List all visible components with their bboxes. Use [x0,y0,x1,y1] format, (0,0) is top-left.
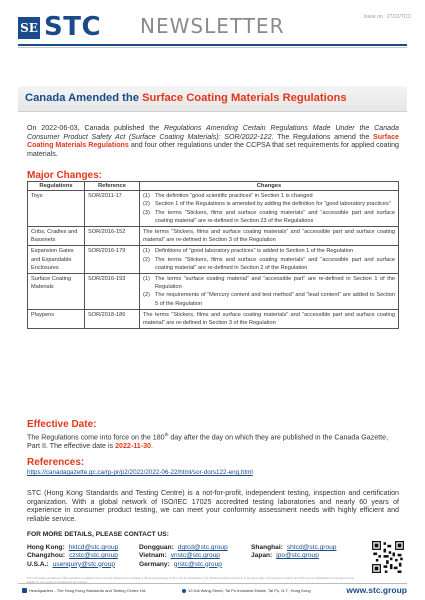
contact-email-link[interactable]: grstc@stc.group [173,560,222,568]
change-number: (3) [143,209,150,216]
reference-cell: SOR/2011-17 [85,191,140,227]
article-title-banner [18,86,407,112]
table-row [28,274,399,310]
contact-row [27,552,367,560]
footer-divider [18,583,407,584]
regulation-cell: Cribs, Cradles and Bassinets [28,227,85,246]
contact-entry [139,561,251,569]
intro-text: . The Regulations amend the [271,132,373,141]
change-item [143,247,395,255]
intro-highlight: Surface Coating Materials Regulations [27,132,399,150]
change-text: The terms “Stickers, films and surface coating materials” and “accessible part and surface coating material” are re-defined in Section 3 of the Regulation [143,311,395,327]
effective-text: The Regulations come into force on the 180 [27,433,165,442]
table-row [28,246,399,274]
contact-entry [27,561,139,569]
regulation-cell: Toys [28,191,85,227]
change-text: The terms “Stickers, films and surface coating materials” and “accessible part and surface coating material” are re-defined in Section 23 of the Regulations [155,209,395,224]
table-row [28,227,399,246]
footer-address-text: 10 Dai Wang Street, Tai Po Industrial Estate, Tai Po, N.T., Hong Kong [188,588,311,593]
column-header-regulations: Regulations [28,182,85,191]
column-header-reference: Reference [85,182,140,191]
reference-cell: SOR/2016-193 [85,274,140,310]
header-divider [18,44,407,46]
change-number: (1) [143,248,150,255]
change-item [143,200,395,208]
footer-hq-text: Headquarters - The Hong Kong Standards and Testing Centre Ltd. [29,588,147,593]
contact-location: Germany: [139,560,170,568]
change-item [143,291,395,307]
article-title-highlight: Surface Coating Materials Regulations [142,92,347,104]
change-item [143,209,395,225]
change-text: The terms “Stickers, films and surface coating materials” and “accessible part and surface coating material” are re-defined in Section 2 of the Regulation [155,256,395,271]
footer-hq [22,588,146,593]
change-item [143,192,395,200]
website-link[interactable]: www.stc.group [346,585,407,595]
change-number: (2) [143,256,150,263]
change-text: Section 1 of the Regulations is amended by adding the definition for “good laboratory practices” [155,201,391,208]
about-stc-paragraph: STC (Hong Kong Standards and Testing Centre) is a not-for-profit, independent testing, inspection and certification organization. With a global network of ISO/IEC 17025 accredited testing laboratories and nearly 60 years of experience in consumer product testing, we can meet your conformity assessment needs with highly efficient and reliable service. [27,489,399,523]
major-changes-heading: Major Changes: [27,170,103,181]
contact-email-link[interactable]: czstc@stc.group [69,552,118,560]
change-number: (2) [143,292,150,299]
column-header-changes: Changes [140,182,399,191]
article-title-prefix: Canada Amended the [25,92,143,104]
table-row [28,191,399,227]
contact-location: Hong Kong: [27,544,65,551]
contact-list [27,544,367,569]
regulation-cell: Surface Coating Materials [28,274,85,310]
change-text: The terms “surface coating material” and “accessible part” are re-defined in Section 1 of the Regulation [155,276,395,291]
contact-entry [27,544,139,552]
changes-cell [140,191,399,227]
change-item [143,256,395,272]
changes-cell [140,246,399,274]
contact-row [27,544,367,552]
change-item [143,275,395,291]
contact-heading: FOR MORE DETAILS, PLEASE CONTACT US: [27,531,169,538]
intro-text: and four other regulations under the CCPSA that set requirements for applied coating materials. [27,141,399,158]
intro-text: On 2022-06-03, Canada published the [27,124,164,132]
article-title [25,92,347,104]
footer-address [182,588,311,593]
contact-location: Vietnam: [139,552,167,560]
change-text: The definition “good scientific practices” in Section 1 is changed [155,193,313,200]
page-footer [22,586,407,596]
contact-entry [251,544,367,552]
contact-location: U.S.A.: [27,560,49,568]
intro-paragraph [27,124,399,158]
change-text: The terms “Stickers, films and surface coating materials” and “accessible part and surface coating material” are re-defined in Section 3 of the Regulation [143,229,395,244]
contact-email-link[interactable]: hktcd@stc.group [68,544,119,551]
reference-cell: SOR/2016-179 [85,246,140,274]
change-number: (1) [143,276,150,283]
changes-table [27,181,399,329]
contact-location: Shanghai: [251,544,283,551]
contact-entry [139,544,251,552]
change-text: The requirements of “Mercury content and test method” and “lead content” are added to Section 5 of the Regulation [155,292,395,307]
change-item [143,228,395,244]
contact-entry [27,552,139,560]
change-number: (1) [143,193,150,200]
contact-email-link[interactable]: vnstc@stc.group [170,552,220,560]
regulation-cell: Expansion Gates and Expandable Enclosures [28,246,85,274]
effective-superscript: th [164,432,169,437]
contact-location: Dongguan: [139,544,174,551]
changes-cell [140,274,399,310]
qr-code-icon [372,541,404,573]
contact-location: Changzhou: [27,552,66,560]
location-pin-icon [182,589,186,593]
effective-text: . [150,441,153,450]
regulation-cell: Playpens [28,309,85,328]
change-number: (2) [143,201,150,208]
issue-number: Issue no.: 27/22/TCD [363,14,411,20]
changes-cell [140,309,399,328]
contact-email-link[interactable]: usenquiry@stc.group [52,560,116,568]
reference-cell: SOR/2016-152 [85,227,140,246]
changes-table-body [28,191,399,329]
effective-text: day after the day on which they are published in the Canada Gazette, Part II. The effective date is [27,433,389,450]
contact-entry [139,552,251,560]
change-text: Definitions of “good laboratory practices” is added to Section 1 of the Regulation [155,248,354,255]
building-icon [22,588,27,593]
contact-email-link[interactable]: jpo@stc.group [276,552,319,560]
header-divider-thin [18,47,407,48]
effective-date-value: 2022-11-30 [115,441,151,450]
table-row [28,309,399,328]
changes-cell [140,227,399,246]
contact-row [27,561,367,569]
effective-date-paragraph [27,431,399,451]
references-heading: References: [27,457,85,468]
stc-logo-text: STC [44,12,102,42]
contact-email-link[interactable]: dgtcd@stc.group [177,544,228,551]
contact-location: Japan: [251,552,273,560]
stc-logo-icon: SE [18,17,40,39]
reference-link[interactable]: https://canadagazette.gc.ca/rp-pr/p2/2022/2022-06-22/html/sor-dors122-eng.html [27,469,253,476]
reference-cell: SOR/2018-186 [85,309,140,328]
contact-email-link[interactable]: shtcd@stc.group [286,544,337,551]
page-header [0,0,425,72]
change-item [143,311,395,327]
disclaimer-text: The information contained in this newsletter is obtained from sources believed to be reliable to the best knowledge of STC and its subsidiaries. It is distributed without warranty of any kind, either expressed or implied, and STC and its subsidiaries do not assume any liability for any errors or omissions in the content. [27,576,354,584]
effective-date-heading: Effective Date: [27,419,97,430]
intro-regulation-name: Regulations Amending Certain Regulations Made Under the Canada Consumer Product Safety Act (Surface Coating Materials): SOR/2022-122 [27,124,400,141]
contact-entry [251,552,367,560]
table-header-row [28,182,399,191]
newsletter-label: NEWSLETTER [140,14,285,38]
